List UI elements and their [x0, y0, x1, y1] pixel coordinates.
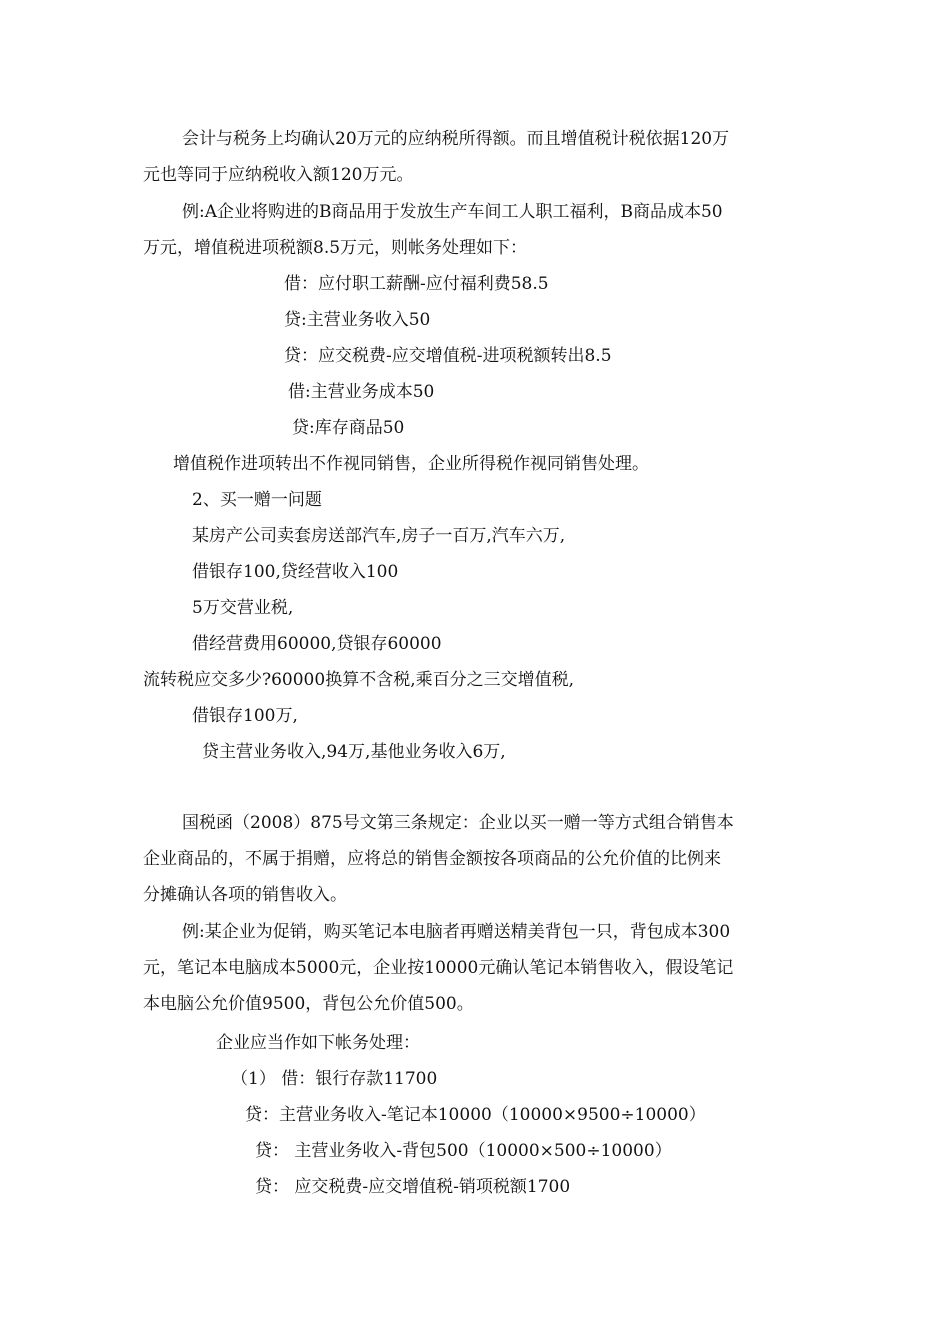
journal-entry-debit-1: 借：应付职工薪酬-应付福利费58.5 — [284, 274, 549, 294]
text-line-18: 贷主营业务收入,94万,基他业务收入6万, — [202, 742, 506, 762]
journal-entry-credit-6: 贷： 应交税费-应交增值税-销项税额1700 — [255, 1177, 571, 1197]
journal-entry-credit-3: 贷:库存商品50 — [292, 418, 405, 438]
text-line-14: 5万交营业税, — [192, 598, 294, 618]
text-line-1: 会计与税务上均确认20万元的应纳税所得额。而且增值税计税依据120万 — [182, 129, 730, 149]
text-line-21: 分摊确认各项的销售收入。 — [143, 885, 347, 905]
text-line-2: 元也等同于应纳税收入额120万元。 — [143, 165, 414, 185]
text-line-12: 某房产公司卖套房送部汽车,房子一百万,汽车六万, — [192, 526, 566, 546]
text-line-13: 借银存100,贷经营收入100 — [192, 562, 399, 582]
text-line-25: 企业应当作如下帐务处理： — [216, 1033, 420, 1053]
text-line-4: 万元，增值税进项税额8.5万元，则帐务处理如下： — [143, 238, 528, 258]
text-line-15: 借经营费用60000,贷银存60000 — [192, 634, 442, 654]
text-line-23: 元，笔记本电脑成本5000元，企业按10000元确认笔记本销售收入，假设笔记 — [143, 958, 734, 978]
text-line-3: 例:A企业将购进的B商品用于发放生产车间工人职工福利，B商品成本50 — [182, 202, 723, 222]
journal-entry-credit-4: 贷：主营业务收入-笔记本10000（10000×9500÷10000） — [245, 1105, 706, 1125]
journal-entry-debit-3: （1） 借：银行存款11700 — [231, 1069, 438, 1089]
text-line-24: 本电脑公允价值9500，背包公允价值500。 — [143, 994, 474, 1014]
journal-entry-credit-5: 贷： 主营业务收入-背包500（10000×500÷10000） — [255, 1141, 672, 1161]
section-heading: 2、买一赠一问题 — [192, 490, 322, 510]
text-line-17: 借银存100万, — [192, 706, 298, 726]
journal-entry-credit-2: 贷：应交税费-应交增值税-进项税额转出8.5 — [284, 346, 612, 366]
text-line-22: 例:某企业为促销，购买笔记本电脑者再赠送精美背包一只，背包成本300 — [182, 922, 731, 942]
journal-entry-credit-1: 贷:主营业务收入50 — [284, 310, 431, 330]
text-line-20: 企业商品的，不属于捐赠，应将总的销售金额按各项商品的公允价值的比例来 — [143, 849, 721, 869]
text-line-10: 增值税作进项转出不作视同销售，企业所得税作视同销售处理。 — [173, 454, 649, 474]
text-line-19: 国税函（2008）875号文第三条规定：企业以买一赠一等方式组合销售本 — [182, 813, 734, 833]
journal-entry-debit-2: 借:主营业务成本50 — [288, 382, 435, 402]
text-line-16: 流转税应交多少?60000换算不含税,乘百分之三交增值税, — [143, 670, 575, 690]
